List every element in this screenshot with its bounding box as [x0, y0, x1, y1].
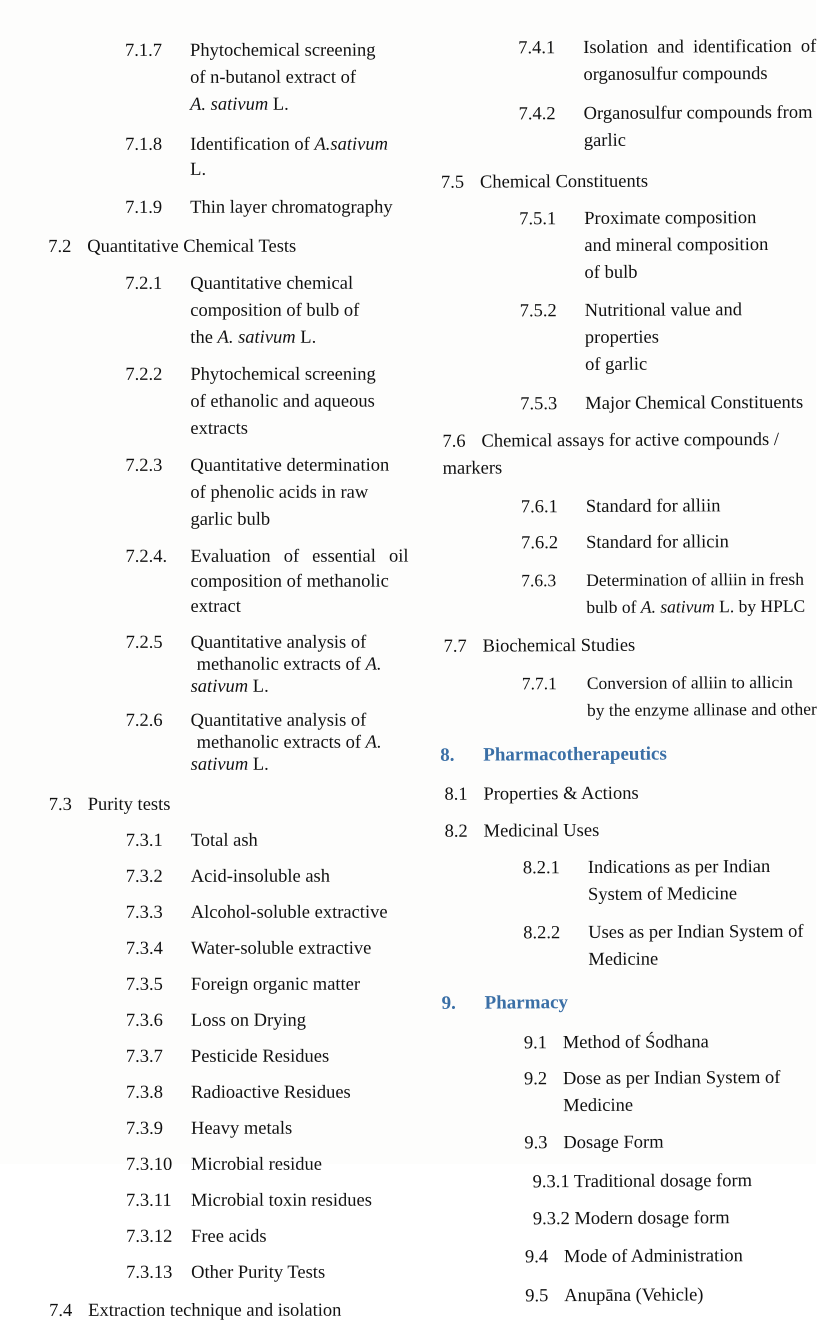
- toc-entry-number: 7.4: [49, 1300, 73, 1321]
- toc-entry-label: [586, 566, 819, 621]
- toc-entry-number: 7.3.5: [125, 974, 163, 995]
- toc-entry-9-2[interactable]: [414, 1065, 822, 1121]
- toc-entry-8-2-1[interactable]: [413, 854, 821, 910]
- toc-entry-7-5-3[interactable]: [410, 391, 818, 418]
- toc-entry-number: 7.5.2: [519, 301, 557, 322]
- toc-line: methanolic extracts of A.: [196, 654, 382, 675]
- toc-entry-9-3[interactable]: [414, 1127, 822, 1159]
- toc-line: garlic bulb: [190, 509, 271, 530]
- toc-line: of garlic: [584, 354, 648, 376]
- toc-line: of n-butanol extract of: [190, 67, 356, 88]
- toc-entry-7-2-6[interactable]: [1, 710, 409, 776]
- toc-entry-7-3-2[interactable]: [1, 865, 409, 890]
- toc-chapter-9[interactable]: [414, 987, 822, 1019]
- toc-entry-label: [584, 205, 817, 287]
- toc-entry-label: Mode of Administration: [563, 1246, 743, 1268]
- toc-line: Phytochemical screening: [190, 364, 376, 385]
- toc-line: Quantitative analysis of: [190, 632, 367, 653]
- toc-entry-number: 7.3.10: [126, 1154, 173, 1175]
- toc-entry-label: Microbial residue: [191, 1154, 323, 1175]
- toc-entry-number: 7.3.1: [125, 830, 163, 851]
- toc-line-italic: A. sativum: [190, 94, 269, 115]
- toc-entry-label: Anupāna (Vehicle): [564, 1285, 704, 1307]
- toc-entry-number: 8.2: [444, 821, 468, 842]
- toc-entry-8-2-2[interactable]: [413, 919, 821, 975]
- toc-entry-label: 9.3.1 Traditional dosage form: [532, 1171, 753, 1193]
- toc-entry-label: Total ash: [190, 830, 258, 851]
- toc-entry-label: Microbial toxin residues: [191, 1190, 372, 1211]
- toc-entry-number: 7.2.4.: [125, 546, 168, 567]
- toc-chapter-label: Pharmacotherapeutics: [483, 743, 667, 766]
- toc-line-italic: A.sativum: [314, 134, 388, 155]
- toc-entry-number: 8.2.1: [522, 858, 560, 879]
- toc-entry-7-2-3[interactable]: [0, 453, 408, 534]
- toc-entry-number: 7.2: [48, 236, 72, 257]
- toc-line: L.: [295, 327, 317, 348]
- toc-entry-7-1-7[interactable]: [0, 38, 408, 119]
- toc-entry-label: [584, 100, 817, 155]
- toc-entry-7-2-1[interactable]: [0, 271, 408, 352]
- toc-line: extracts: [190, 418, 248, 439]
- toc-entry-label: [587, 669, 820, 724]
- toc-entry-7-3-1[interactable]: [1, 829, 409, 854]
- toc-entry-7-3-10[interactable]: [1, 1153, 409, 1178]
- toc-entry-number: 7.6.3: [521, 570, 557, 591]
- toc-entry-7-3-3[interactable]: [1, 901, 409, 926]
- toc-entry-8-1[interactable]: [412, 778, 820, 810]
- toc-entry-7-3-7[interactable]: [1, 1045, 409, 1070]
- toc-entry-label: [585, 297, 818, 379]
- toc-entry-number: 8.2.2: [523, 923, 561, 944]
- toc-entry-7-6-2[interactable]: [411, 530, 819, 557]
- toc-line: by the enzyme allinase and other: [586, 698, 817, 721]
- toc-entry-label: Other Purity Tests: [191, 1262, 326, 1283]
- toc-entry-number: 7.6.2: [520, 533, 559, 554]
- toc-entry-7-3[interactable]: [1, 790, 409, 820]
- toc-entry-number: 7.2.3: [125, 455, 163, 476]
- toc-entry-7-5-2[interactable]: [410, 297, 818, 380]
- toc-entry-number: 9.4: [524, 1247, 549, 1268]
- toc-left-column: [0, 0, 409, 1326]
- toc-entry-number: 7.3.11: [126, 1190, 172, 1211]
- toc-entry-number: 7.5.1: [519, 209, 557, 230]
- toc-entry-label: Standard for alliin: [585, 496, 721, 518]
- toc-entry-7-1-8[interactable]: [0, 133, 408, 183]
- toc-line-italic: A. sativum: [640, 596, 715, 617]
- toc-line: the: [190, 327, 218, 348]
- toc-entry-label: [190, 133, 408, 183]
- toc-entry-9-3-2[interactable]: [415, 1206, 823, 1233]
- toc-entry-8-2[interactable]: [413, 815, 821, 847]
- toc-entry-9-3-1[interactable]: [415, 1169, 823, 1196]
- toc-line: Identification of: [190, 134, 315, 155]
- toc-entry-label: [190, 545, 408, 620]
- toc-entry-label: [190, 362, 408, 443]
- toc-entry-number: 7.7: [443, 636, 467, 657]
- toc-line: Quantitative determination: [190, 455, 390, 476]
- toc-entry-number: 7.6.1: [520, 497, 558, 518]
- toc-entry-number: 7.5: [440, 172, 465, 193]
- toc-entry-label: Quantitative Chemical Tests: [87, 236, 297, 257]
- toc-entry-label: [190, 271, 408, 352]
- toc-line: garlic: [583, 130, 626, 152]
- toc-entry-7-2[interactable]: [0, 232, 408, 262]
- toc-entry-label: Properties & Actions: [483, 783, 639, 805]
- toc-entry-label: Standard for allicin: [585, 532, 729, 554]
- toc-entry-label: [191, 632, 409, 698]
- toc-entry-7-1-9[interactable]: [0, 196, 408, 221]
- toc-entry-label: Radioactive Residues: [190, 1082, 351, 1103]
- toc-entry-number: 8.1: [444, 784, 468, 805]
- toc-chapter-label: Pharmacy: [484, 992, 569, 1014]
- toc-entry-7-3-6[interactable]: [1, 1009, 409, 1034]
- toc-line: bulb of: [586, 596, 641, 618]
- toc-entry-number: 7.7.1: [521, 673, 557, 694]
- toc-entry-label: Medicinal Uses: [483, 820, 600, 842]
- toc-entry-7-2-2[interactable]: [0, 362, 408, 443]
- toc-right-column: [408, 0, 823, 1312]
- toc-line: methanolic extracts of A.: [196, 732, 382, 753]
- toc-entry-9-4[interactable]: [415, 1241, 823, 1273]
- toc-entry-label: [190, 453, 408, 534]
- toc-entry-number: 7.5.3: [520, 394, 558, 415]
- toc-entry-number: 7.3.13: [126, 1262, 173, 1283]
- toc-line: Organosulfur compounds from: [583, 102, 813, 125]
- toc-entry-number: 7.1.9: [125, 197, 163, 218]
- toc-entry-number: 7.3.8: [125, 1082, 163, 1103]
- toc-line: Determination of alliin in fresh: [586, 568, 805, 591]
- toc-entry-7-3-5[interactable]: [1, 973, 409, 998]
- toc-line: sativum L.: [190, 754, 269, 775]
- toc-line: L.: [268, 94, 289, 115]
- toc-line: and mineral composition: [584, 234, 769, 257]
- toc-entry-7-6-3[interactable]: [411, 566, 819, 622]
- toc-line: Quantitative chemical: [190, 273, 354, 294]
- toc-entry-number: 7.3.2: [125, 866, 163, 887]
- toc-line: Nutritional value and properties: [584, 300, 743, 349]
- toc-line: Indications as per Indian: [587, 856, 771, 879]
- toc-chapter-number: 8.: [440, 744, 455, 766]
- toc-entry-7-7-1[interactable]: [412, 669, 820, 725]
- toc-entry-label: Pesticide Residues: [190, 1046, 330, 1067]
- toc-entry-7-4-2[interactable]: [409, 100, 817, 156]
- toc-line: sativum L.: [190, 676, 269, 697]
- toc-entry-number: 7.3.12: [126, 1226, 173, 1247]
- toc-entry-7-3-4[interactable]: [1, 937, 409, 962]
- toc-entry-9-5[interactable]: [415, 1280, 823, 1312]
- toc-line: markers: [442, 458, 503, 479]
- toc-entry-number: 7.3.9: [125, 1118, 163, 1139]
- toc-line: Medicine: [563, 1095, 634, 1117]
- toc-entry-7-4[interactable]: [1, 1296, 409, 1326]
- toc-entry-label: [190, 38, 408, 119]
- toc-entry-number: 7.2.1: [125, 273, 163, 294]
- toc-line: of ethanolic and aqueous: [190, 391, 375, 412]
- toc-entry-label: 9.3.2 Modern dosage form: [532, 1208, 730, 1230]
- toc-entry-number: 9.3: [524, 1133, 548, 1154]
- toc-entry-number: 7.3.7: [125, 1046, 163, 1067]
- toc-entry-label: Chemical Constituents: [479, 171, 649, 193]
- toc-entry-7-6-1[interactable]: [411, 494, 819, 521]
- toc-entry-number: 7.3: [48, 794, 72, 815]
- toc-line: Chemical assays for active compounds /: [481, 429, 779, 452]
- toc-entry-label: [191, 710, 409, 776]
- toc-entry-label: Major Chemical Constituents: [585, 392, 804, 415]
- toc-entry-7-5[interactable]: [409, 166, 817, 198]
- toc-entry-label: Foreign organic matter: [190, 974, 361, 995]
- toc-line: Evaluation of essential oil composition of methanolic: [190, 546, 409, 592]
- toc-entry-number: 7.4.1: [518, 38, 556, 59]
- toc-chapter-number: 9.: [441, 992, 456, 1014]
- toc-entry-7-7[interactable]: [412, 630, 820, 662]
- toc-entry-label: [563, 1065, 822, 1120]
- toc-entry-label: Biochemical Studies: [482, 635, 636, 657]
- toc-entry-7-3-11[interactable]: [1, 1189, 409, 1214]
- toc-entry-number: 7.2.6: [125, 710, 163, 731]
- toc-entry-9-1[interactable]: [414, 1027, 822, 1059]
- toc-entry-7-2-5[interactable]: [1, 632, 409, 698]
- toc-line: extract: [190, 596, 241, 617]
- toc-entry-label: Acid-insoluble ash: [190, 866, 331, 887]
- toc-line: L. by HPLC: [714, 595, 806, 617]
- toc-entry-label: Loss on Drying: [190, 1010, 307, 1031]
- toc-entry-number: 7.3.3: [125, 902, 163, 923]
- toc-entry-number: 9.2: [523, 1069, 548, 1090]
- toc-entry-7-6[interactable]: [410, 427, 818, 483]
- toc-chapter-8[interactable]: [412, 739, 820, 771]
- toc-line: Quantitative analysis of: [190, 710, 367, 731]
- toc-entry-7-3-12[interactable]: [1, 1225, 409, 1250]
- toc-entry-7-2-4[interactable]: [0, 545, 408, 620]
- toc-line: Proximate composition: [584, 208, 757, 230]
- toc-entry-number: 9.5: [525, 1286, 549, 1307]
- toc-entry-number: 9.1: [523, 1033, 548, 1054]
- toc-entry-label: Isolation and identification of organosulfur compounds: [583, 36, 817, 86]
- toc-entry-7-4-1[interactable]: [408, 34, 816, 90]
- toc-line: of bulb: [584, 262, 638, 284]
- toc-entry-number: 7.4.2: [518, 104, 556, 125]
- toc-entry-number: 7.1.7: [125, 40, 163, 61]
- toc-entry-7-3-8[interactable]: [1, 1081, 409, 1106]
- toc-entry-label: Free acids: [191, 1226, 267, 1247]
- toc-entry-label: Thin layer chromatography: [190, 197, 393, 218]
- toc-line: composition of bulb of: [190, 300, 360, 321]
- toc-entry-number: 7.3.6: [125, 1010, 163, 1031]
- toc-line: Dose as per Indian System of: [562, 1067, 781, 1090]
- toc-entry-label: Water-soluble extractive: [190, 938, 372, 959]
- toc-entry-label: [588, 854, 821, 909]
- toc-line: System of Medicine: [587, 884, 738, 906]
- toc-entry-number: 7.6: [442, 431, 466, 452]
- toc-entry-label: Method of Śodhana: [562, 1032, 709, 1054]
- toc-entry-number: 7.3.4: [125, 938, 163, 959]
- toc-entry-label: Purity tests: [87, 794, 171, 815]
- toc-line-italic: A. sativum: [217, 327, 296, 348]
- toc-entry-label: Heavy metals: [190, 1118, 293, 1139]
- toc-line: Uses as per Indian System of: [588, 921, 804, 944]
- toc-entry-7-3-13[interactable]: [1, 1261, 409, 1286]
- toc-entry-number: 7.2.2: [125, 364, 163, 385]
- toc-line: Medicine: [588, 949, 659, 971]
- toc-line: of phenolic acids in raw: [190, 482, 369, 503]
- toc-entry-label: Dosage Form: [563, 1132, 664, 1154]
- toc-entry-7-5-1[interactable]: [409, 205, 817, 288]
- toc-entry-7-3-9[interactable]: [1, 1117, 409, 1142]
- toc-line: Conversion of alliin to allicin: [586, 671, 793, 694]
- toc-entry-number: 7.2.5: [125, 632, 163, 653]
- toc-entry-number: 7.1.8: [125, 134, 163, 155]
- toc-entry-label: Extraction technique and isolation: [88, 1300, 342, 1321]
- toc-line: L.: [190, 159, 207, 180]
- toc-entry-label: Alcohol-soluble extractive: [190, 902, 388, 923]
- toc-entry-label: [588, 919, 821, 974]
- toc-line: Phytochemical screening: [190, 40, 376, 61]
